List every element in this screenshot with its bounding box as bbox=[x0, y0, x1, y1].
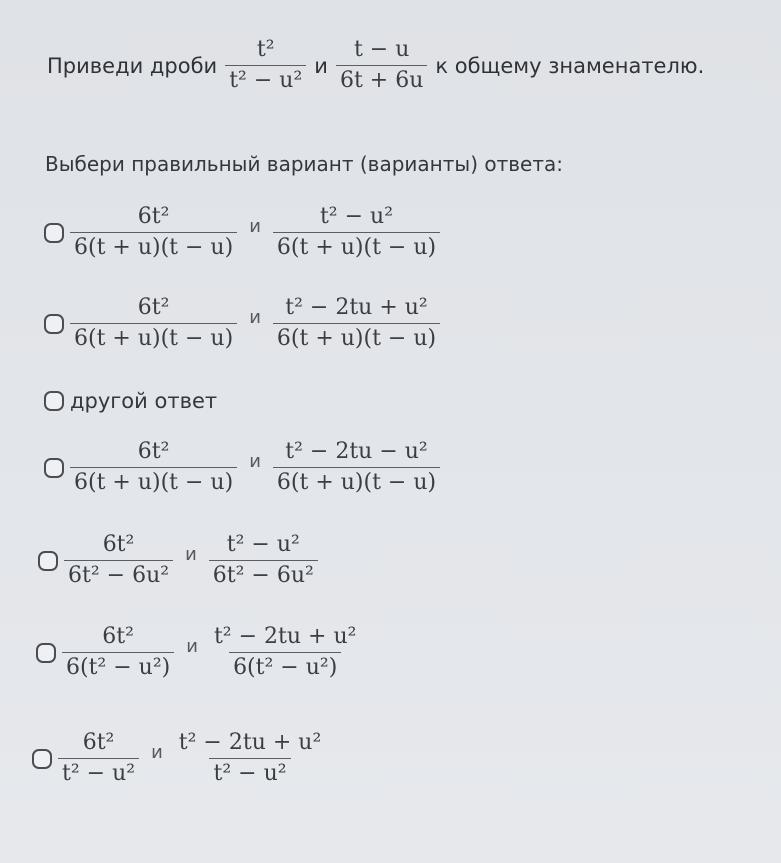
numerator: t − u bbox=[353, 37, 410, 62]
answer-option-2[interactable] bbox=[44, 296, 446, 351]
option-fraction-1 bbox=[70, 296, 237, 351]
question-joiner: и bbox=[314, 53, 328, 78]
option-label: другой ответ bbox=[70, 389, 218, 413]
question-fraction-2 bbox=[336, 38, 427, 93]
denominator: 6(t + u)(t − u) bbox=[273, 232, 440, 260]
numerator: t² bbox=[256, 37, 275, 62]
answer-option-6[interactable] bbox=[36, 625, 366, 680]
option-joiner: и bbox=[249, 307, 261, 329]
checkbox[interactable] bbox=[38, 551, 58, 571]
denominator: 6t² − 6u² bbox=[209, 560, 318, 588]
option-joiner: и bbox=[151, 742, 163, 764]
denominator: 6t² − 6u² bbox=[64, 560, 173, 588]
answer-option-4[interactable] bbox=[44, 440, 446, 495]
option-fraction-1 bbox=[62, 625, 174, 680]
instruction: Выбери правильный вариант (варианты) ответа: bbox=[45, 152, 563, 176]
numerator: 6t² bbox=[102, 532, 135, 557]
numerator: 6t² bbox=[102, 624, 134, 649]
denominator: 6t + 6u bbox=[336, 65, 427, 93]
denominator: 6(t + u)(t − u) bbox=[70, 467, 237, 495]
option-fraction-2 bbox=[273, 440, 440, 495]
denominator: t² − u² bbox=[58, 758, 139, 786]
option-joiner: и bbox=[185, 544, 197, 566]
question bbox=[45, 38, 765, 93]
numerator: t² − 2tu − u² bbox=[285, 439, 428, 464]
numerator: t² − u² bbox=[319, 204, 394, 229]
question-prefix: Приведи дроби bbox=[47, 53, 218, 78]
numerator: t² − 2tu + u² bbox=[213, 624, 357, 649]
numerator: 6t² bbox=[137, 439, 170, 464]
checkbox[interactable] bbox=[32, 749, 52, 769]
denominator: 6(t + u)(t − u) bbox=[273, 323, 440, 351]
option-fraction-2 bbox=[209, 533, 318, 588]
numerator: t² − u² bbox=[226, 532, 300, 557]
option-joiner: и bbox=[249, 451, 261, 473]
option-fraction-1 bbox=[70, 205, 237, 260]
question-fraction-1 bbox=[225, 38, 306, 93]
numerator: 6t² bbox=[137, 295, 170, 320]
answer-option-5[interactable] bbox=[38, 533, 324, 588]
answer-option-3[interactable] bbox=[44, 389, 217, 413]
option-fraction-1 bbox=[64, 533, 173, 588]
denominator: t² − u² bbox=[225, 65, 306, 93]
denominator: 6(t + u)(t − u) bbox=[70, 323, 237, 351]
denominator: 6(t + u)(t − u) bbox=[70, 232, 237, 260]
option-joiner: и bbox=[186, 636, 198, 658]
numerator: t² − 2tu + u² bbox=[285, 295, 428, 320]
checkbox[interactable] bbox=[36, 643, 56, 663]
option-fraction-2 bbox=[273, 296, 440, 351]
option-fraction-2 bbox=[210, 625, 361, 680]
option-fraction-2 bbox=[273, 205, 440, 260]
option-fraction-1 bbox=[58, 731, 139, 786]
answer-option-1[interactable] bbox=[44, 205, 446, 260]
question-suffix: к общему знаменателю. bbox=[435, 53, 705, 78]
option-fraction-2 bbox=[175, 731, 326, 786]
checkbox[interactable] bbox=[44, 223, 64, 243]
denominator: 6(t² − u²) bbox=[62, 652, 174, 680]
checkbox[interactable] bbox=[44, 391, 64, 411]
option-fraction-1 bbox=[70, 440, 237, 495]
numerator: t² − 2tu + u² bbox=[178, 730, 322, 755]
numerator: 6t² bbox=[137, 204, 170, 229]
numerator: 6t² bbox=[82, 730, 115, 755]
answer-option-7[interactable] bbox=[32, 731, 331, 786]
option-joiner: и bbox=[249, 216, 261, 238]
denominator: 6(t² − u²) bbox=[229, 652, 341, 680]
checkbox[interactable] bbox=[44, 314, 64, 334]
denominator: 6(t + u)(t − u) bbox=[273, 467, 440, 495]
checkbox[interactable] bbox=[44, 458, 64, 478]
denominator: t² − u² bbox=[209, 758, 290, 786]
